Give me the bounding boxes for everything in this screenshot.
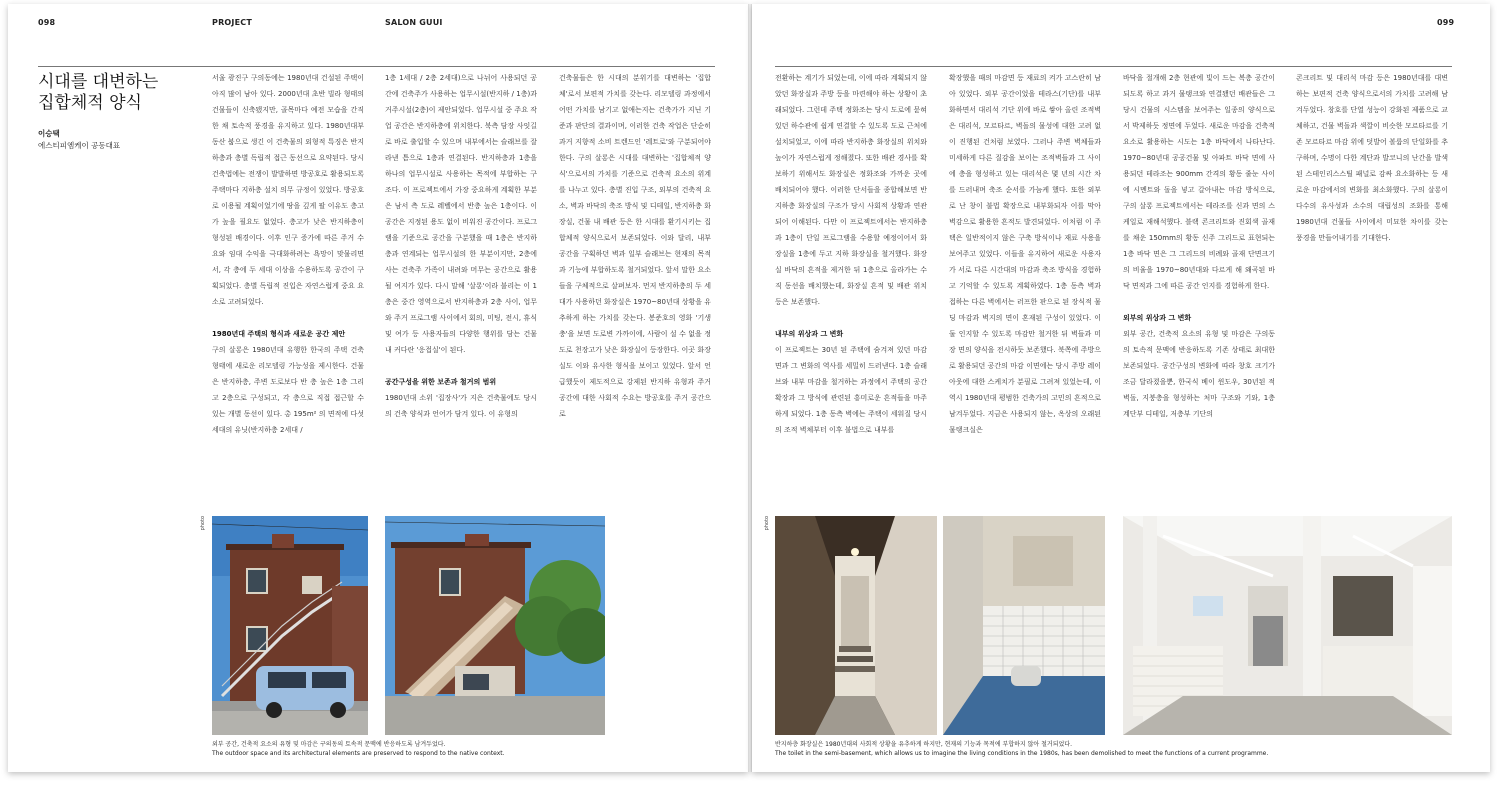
paragraph: 콘크리트 및 대리석 마감 등은 1980년대를 대변하는 보편적 건축 양식으로서의 가치를 고려해 남겨두었다. 창호를 단열 성능이 강화된 제품으로 교체하고, 건물 벽돌과 색깔이 비슷한 모르타르를 기존 모르타르 마감 위에 덧발어 볼륨의 단일화를 추구하며, 수명이 다한 계단과 발코니의 난간을 발색된 스테인리스스틸 패널로 감싸 요소화하는 등 새로운 마감에서의 변화를 최소화했다. 구의 살롱이 다수의 유사성과 소수의 대립성의 조화를 통해 1980년대 건물들 사이에서 미묘한 차이를 갖는 풍경을 만들어내기를 기대한다. [1296,74,1448,242]
paragraph: 확장했을 때의 마감면 등 재료의 켜가 고스란히 남아 있었다. 외부 공간이었을 테라스(기단)를 내부화하면서 대리석 기단 위에 바로 쌓아 올린 조적벽은 대리석, 모르타르, 벽돌의 물성에 대한 고려 없이 진행된 건처럼 보였다. 그러나 주변 벽체들과 미세하게 다른 질감을 보이는 조적벽들과 그 사이에 층을 형성하고 있는 대리석은 몇 년의 시간 차를 드러내며 축조 순서를 가늠케 했다. 또한 외부로 난 창이 불법 확장으로 내부화되자 이를 막아 벽감으로 활용한 흔적도 발견되었다. 이처럼 이 주택은 일반적이지 않은 구축 방식이나 재료 사용을 보여주고 있었다. 이들을 유지하여 새로운 사용자가 서로 다른 시간대의 마감과 축조 방식을 경험하고 기억할 수 있도록 계획하였다. 1층 동측 벽과 접하는 다른 벽에서는 러프한 판으로 된 장식적 물딩 마감과 벽지의 면이 혼재된 구성이 있었다. 이 둘 인지할 수 있도록 마감만 철거한 뒤 벽들과 미장 면의 양식을 전시하듯 보존했다. 북쪽에 주방으로 활용되던 공간의 마감 이면에는 당시 주방 레이아웃에 대한 스케치가 분필로 그려져 있었는데, 이 역시 1980년대 평범한 건축가의 고민의 흔적으로 남겨두었다. 지금은 사용되지 않는, 옥상의 오래된 물탱크실은 [949,74,1101,434]
paragraph: 1980년대 소위 '집장사'가 지은 건축물에도 당시의 건축 양식과 언어가 담겨 있다. 이 유형의 [385,394,537,418]
subheading: 내부의 위상과 그 변화 [775,330,844,338]
left-column-1 [212,70,364,438]
header-rule-left [38,66,715,67]
caption-right-kr: 반지하층 화장실은 1980년대의 사회적 상황을 유추하게 하지만, 현재의 기능과 목적에 부합하지 않아 철거되었다. [775,741,1072,748]
project-label: SALON GUUI [385,18,443,27]
right-column-3 [1123,70,1275,422]
right-column-4 [1296,70,1448,246]
left-column-3 [559,70,711,422]
paragraph: 건축물들은 한 시대의 분위기를 대변하는 '집합체'로서 보편적 가치를 갖는다. 리모델링 과정에서 어떤 가치를 남기고 없애는지는 건축가가 지닌 기준과 판단의 결과이며, 이러한 건축 작업은 단순히 과거 지향적 소비 트렌드인 '레트로'와 구분되어야 한다. 구의 살롱은 시대를 대변하는 '집합체적 양식'으로서의 가치를 기준으로 건축적 요소의 위계를 나누고 있다. 층별 진입 구조, 외부의 건축적 요소, 벽과 바닥의 축조 방식 및 디테일, 반지하층 화장실, 건물 내 배관 등은 한 시대를 환기시키는 집합체적 양식으로서 보존되었다. 이와 달리, 내부 공간을 구획하던 벽과 일부 슬래브는 현재의 목적과 기능에 부합하도록 철거되었다. 앞서 말한 요소들을 구체적으로 살펴보자. 먼저 반지하층의 두 세대가 사용하던 화장실은 1970~80년대 상황을 유추하게 하는 가치를 갖는다. 봉준호의 영화 '기생충'을 보면 도로변 가까이에, 사람이 설 수 없을 정도로 천장고가 낮은 화장실이 등장한다. 이곳 화장실도 이와 유사한 형식을 보이고 있었다. 앞서 언급했듯이 제도적으로 강제된 반지하 유형과 주거 공간에 대한 사회적 수요는 방공호를 주거 공간으로 [559,74,711,418]
paragraph: 전환하는 계기가 되었는데, 이에 따라 계획되지 않았던 화장실과 주방 등을 마련해야 하는 상황이 초래되었다. 그런데 주택 정화조는 당시 도로에 묻혀 있던 하수관에 쉽게 연결할 수 있도록 도로 근처에 설치되었고, 이에 따라 반지하층 화장실의 위치와 높이가 자연스럽게 정해졌다. 또한 배관 경사를 확보하기 위해서도 화장실은 정화조와 가까운 곳에 배치되어야 했다. 이러한 단서들을 종합해보면 반지하층 화장실의 구조가 당시 사회적 상황과 연관되어 이해된다. 다만 이 프로젝트에서는 반지하층과 1층이 단일 프로그램을 수용할 예정이어서 화장실을 1층에 두고 지하 화장실을 철거했다. 화장실 바닥의 흔적을 제거한 뒤 1층으로 올라가는 수직 동선을 배치했는데, 화장실 흔적 및 배관 위치 등은 보존했다. [775,74,927,306]
paragraph: 구의 살롱은 1980년대 유행한 한국의 주택 건축 형태에 새로운 리모델링 가능성을 제시한다. 건물은 반지하층, 주변 도로보다 반 층 높은 1층 그리고 2층으로 구성되고, 각 층으로 직접 접근할 수 있는 개별 동선이 있다. 총 195m² 의 면적에 다섯 세대의 유닛(반지하층 2세대 / [212,346,364,434]
author-name: 이승택 [38,129,60,138]
photo-building-front [212,516,368,735]
section-label: PROJECT [212,18,252,27]
title-line-2: 집합체적 양식 [38,93,142,113]
caption-right [775,740,1455,758]
subheading: 외부의 위상과 그 변화 [1123,314,1192,322]
paragraph: 1층 1세대 / 2층 2세대)으로 나뉘어 사용되던 공간에 건축주가 사용하는 업무시설(반지하 / 1층)과 거주시설(2층)이 제안되었다. 업무시설 중 주요 작업 공간은 반지하층에 위치한다. 북측 담장 사잇길로 바로 출입할 수 있으며 내부에서는 슬래브를 잘라낸 틈으로 1층과 연결된다. 반지하층과 1층을 하나의 업무시설로 사용하는 목적에 부합하는 구조다. 이 프로젝트에서 가장 중요하게 계획한 부분은 남서 측 도로 레벨에서 반층 높은 1층이다. 이 공간은 지정된 용도 없이 비워진 공간이다. 프로그램을 기준으로 공간을 구분했을 때 1층은 반지하층과 연계되는 업무시설의 한 부분이지만, 2층에 사는 건축주 가족이 내려와 머무는 공간으로 활용될 여지가 있다. 다시 말해 '살롱'이라 불리는 이 1층은 중간 영역으로서 반지하층과 2층 사이, 업무와 주거 프로그램 사이에서 회의, 미팅, 전시, 휴식 및 여가 등 사용자들의 다양한 행위를 담는 건물 내 커다란 '응접실'이 된다. [385,74,537,354]
subheading: 1980년대 주택의 형식과 새로운 공간 제안 [212,330,346,338]
right-column-1 [775,70,927,438]
title-line-1: 시대를 대변하는 [38,72,159,92]
page-number-right: 099 [1437,18,1455,27]
photo-corridor [775,516,937,735]
photo-interior-salon [1123,516,1452,735]
caption-left-kr: 외부 공간, 건축적 요소의 유형 및 마감은 구의동의 토속적 문맥에 반응하도록 남겨두었다. [212,741,446,748]
header-rule-right [775,66,1452,67]
article-title [38,72,158,114]
photo-tag-right: photo [764,516,770,531]
paragraph: 서울 광진구 구의동에는 1980년대 건설된 주택이 아직 많이 남아 있다. 2000년대 초반 빌라 형태의 건물들이 신축됐지만, 골목마다 예전 모습을 간직한 채 토속적 풍경을 유지하고 있다. 1980년대부동산 붐으로 생긴 이 건축물의 외형적 특징은 반지하층과 층별 독립적 접근 동선으로 요약된다. 당시 건축법에는 전쟁이 발발하면 방공호로 활용되도록 주택마다 지하층 설치 의무 규정이 있었다. 방공호로 이용될 계획이었기에 땅을 깊게 팔 이유도 층고가 높을 필요도 없었다. 층고가 낮은 반지하층이 형성된 배경이다. 이후 인구 증가에 따른 주거 수요와 임대 수익을 극대화하려는 욕망이 맞물리면서, 각 층에 두 세대 이상을 수용하도록 공간이 구획되었다. 층별 독립적 진입은 자연스럽게 중요 요소로 고려되었다. [212,74,364,306]
paragraph: 외부 공간, 건축적 요소의 유형 및 마감은 구의동의 토속적 문맥에 반응하도록 기존 상태로 최대한 보존되었다. 공간구성의 변화에 따라 창호 크기가 조금 달라졌을뿐, 한국식 베이 윈도우, 30년된 적벽돌, 지붕층을 형성하는 처마 구조와 기와, 1층 계단부 디테일, 저층부 기단의 [1123,330,1275,418]
caption-left-en: The outdoor space and its architectural elements are preserved to respond to the native context. [212,750,505,757]
photo-building-side [385,516,605,735]
author-role: 에스티피엠케이 공동대표 [38,141,121,150]
left-column-2 [385,70,537,422]
paragraph: 이 프로젝트는 30년 된 주택에 숨겨져 있던 마감면과 그 변화의 역사를 세밀히 드러낸다. 1층 슬래브와 내부 마감을 철거하는 과정에서 주택의 공간 확장과 그 방식에 관련된 흥미로운 흔적들을 마주하게 되었다. 1층 동측 벽에는 주택이 세워질 당시의 조적 벽체부터 이후 불법으로 내부를 [775,346,927,434]
caption-right-en: The toilet in the semi-basement, which allows us to imagine the living conditions in the 1980s, has been demolished to meet the functions of a current programme. [775,750,1269,757]
photo-tag-left: photo [200,516,206,531]
caption-left [212,740,612,758]
photo-tiled-toilet [943,516,1105,735]
author-block [38,128,120,152]
paragraph: 바닥을 절개해 2층 현관에 빛이 드는 복층 공간이 되도록 하고 과거 물탱크와 연결됐던 배관들은 그 당시 건물의 시스템을 보여주는 일종의 양식으로서 박제하듯 정면에 두었다. 새로운 마감을 건축적 요소로 활용하는 시도는 1층 바닥에서 나타난다. 1970~80년대 공공건물 및 아파트 바닥 면에 사용되던 테라조는 900mm 간격의 황동 줄눈 사이에 시멘트와 돌을 넣고 갈아내는 마감 방식으로, 구의 살롱 프로젝트에서는 테라조를 신과 면의 스케일로 재해석했다. 블랙 콘크리트와 진회색 골재를 채운 150mm의 황동 신주 그리드로 표현되는 1층 바닥 면은 그 그리드의 비례와 골재 단면크기의 비율을 1970~80년대와 다르게 해 왜곡된 바닥 면적과 그에 따른 공간 인지를 경험하게 한다. [1123,74,1275,290]
right-column-2 [949,70,1101,438]
subheading: 공간구성을 위한 보존과 철거의 범위 [385,378,497,386]
page-number-left: 098 [38,18,56,27]
